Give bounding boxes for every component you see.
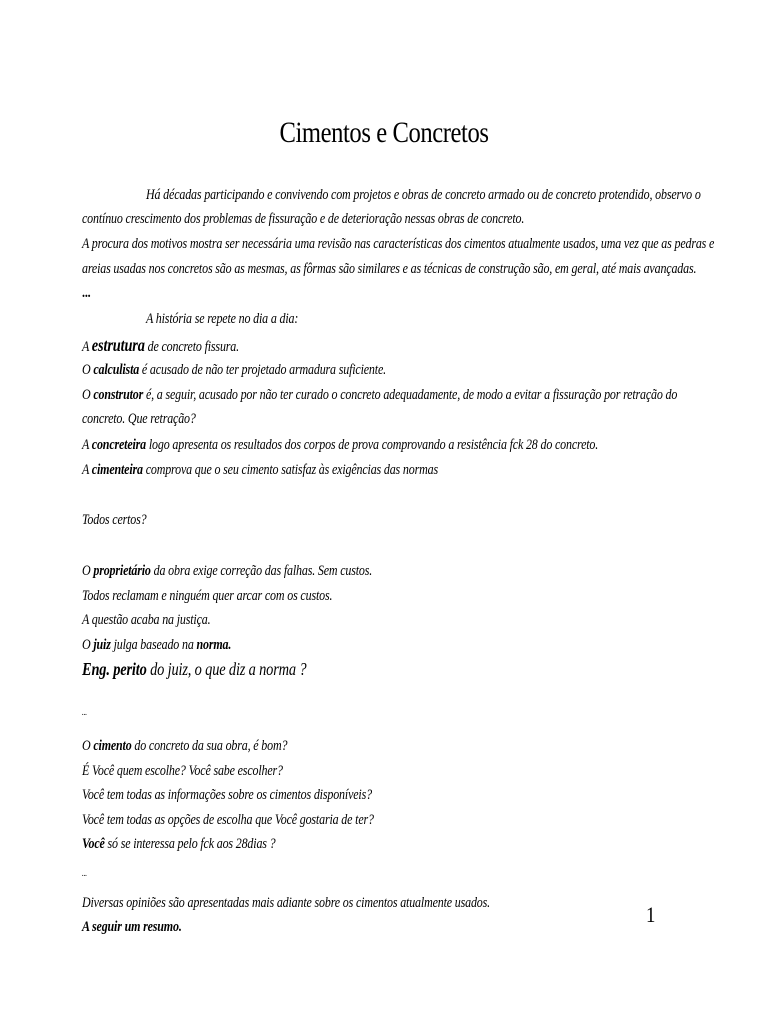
line-questao: A questão acaba na justiça.	[82, 612, 211, 628]
page-number: 1	[646, 902, 656, 927]
line-construtor: O construtor é, a seguir, acusado por não ter curado o concreto adequadamente, de modo a evitar a fissuração por retração do	[82, 387, 678, 403]
line-calculista: O calculista é acusado de não ter projetado armadura suficiente.	[82, 362, 386, 378]
line-cimenteira: A cimenteira comprova que o seu cimento satisfaz às exigências das normas	[82, 462, 438, 478]
line-estrutura: A estrutura de concreto fissura.	[82, 335, 239, 355]
line-quem-escolhe: É Você quem escolhe? Você sabe escolher?	[82, 763, 283, 779]
line-opcoes: Você tem todas as opções de escolha que Você gostaria de ter?	[82, 812, 374, 828]
line-fck-28dias: Você só se interessa pelo fck aos 28dias ?	[82, 836, 276, 852]
line-construtor-continued: concreto. Que retração?	[82, 411, 196, 427]
page-title: Cimentos e Concretos	[279, 116, 489, 149]
line-eng-perito: Eng. perito do juiz, o que diz a norma ?	[82, 659, 307, 679]
intro-paragraph-2-line-1: A procura dos motivos mostra ser necessária uma revisão nas características dos cimentos atualmente usados, uma vez que as pedras e	[82, 236, 715, 252]
line-concreteira: A concreteira logo apresenta os resultados dos corpos de prova comprovando a resistência fck 28 do concreto.	[82, 437, 599, 453]
line-cimento-question: O cimento do concreto da sua obra, é bom?	[82, 738, 288, 754]
story-intro: A história se repete no dia a dia:	[146, 311, 299, 327]
line-proprietario: O proprietário da obra exige correção das falhas. Sem custos.	[82, 563, 373, 579]
questions-ellipsis: ...	[82, 868, 87, 878]
intro-paragraph-2-line-2: areias usadas nos concretos são as mesmas, as fôrmas são similares e as técnicas de construção são, em geral, até mais avançadas.	[82, 261, 697, 277]
intro-paragraph-1-line-1: Há décadas participando e convivendo com projetos e obras de concreto armado ou de concreto protendido, observo o	[146, 187, 701, 203]
line-resumo: A seguir um resumo.	[82, 919, 182, 935]
intro-paragraph-1-line-2: contínuo crescimento dos problemas de fissuração e de deterioração nessas obras de concreto.	[82, 211, 525, 227]
dispute-ellipsis: ...	[82, 707, 87, 717]
line-todos-certos: Todos certos?	[82, 512, 147, 528]
line-todos-reclamam: Todos reclamam e ninguém quer arcar com os custos.	[82, 588, 333, 604]
line-diversas-opinioes: Diversas opiniões são apresentadas mais adiante sobre os cimentos atualmente usados.	[82, 895, 490, 911]
intro-ellipsis: ...	[82, 285, 91, 301]
line-juiz: O juiz julga baseado na norma.	[82, 637, 232, 653]
line-informacoes: Você tem todas as informações sobre os cimentos disponíveis?	[82, 787, 372, 803]
